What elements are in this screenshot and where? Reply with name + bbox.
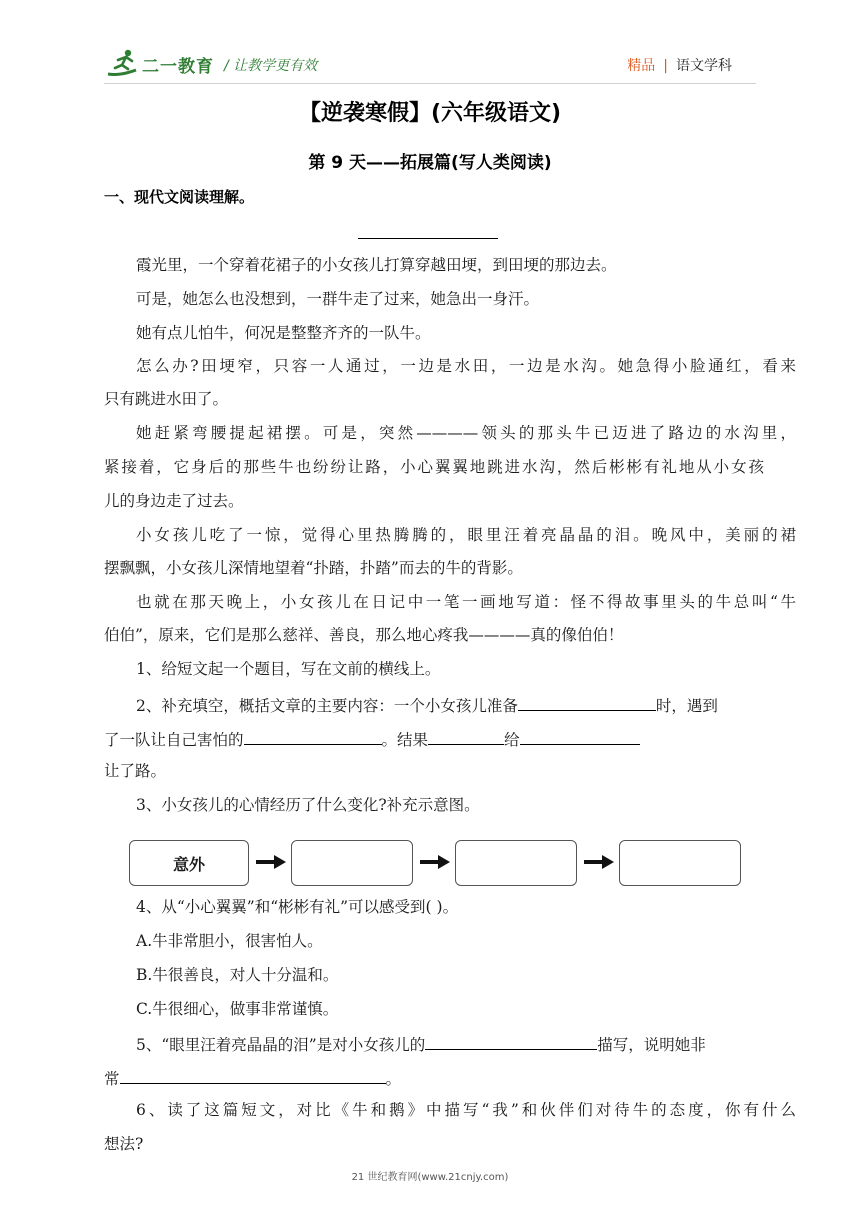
- passage-line: 儿的身边走了过去。: [104, 492, 244, 510]
- question-6-cont: 想法?: [104, 1135, 144, 1153]
- question-text: 。: [385, 1070, 402, 1088]
- question-2-cont: [104, 726, 764, 751]
- question-text: 5、“眼里汪着亮晶晶的泪”是对小女孩儿的: [136, 1036, 426, 1054]
- subject-label: 语文学科: [676, 58, 732, 74]
- runner-logo-icon: [106, 48, 142, 78]
- question-2-end: 让了路。: [104, 762, 167, 780]
- passage-line: 也就在那天晚上，小女孩儿在日记中一笔一画地写道：怪不得故事里头的牛总叫“牛: [136, 593, 796, 611]
- answer-blank[interactable]: [244, 726, 382, 745]
- passage-title-blank[interactable]: [358, 238, 498, 239]
- answer-blank[interactable]: [428, 726, 504, 745]
- mood-box-1: [129, 840, 249, 886]
- passage-line: 怎么办?田埂窄，只容一人通过，一边是水田，一边是水沟。她急得小脸通红，看来: [136, 357, 796, 375]
- option-a[interactable]: A.牛非常胆小，很害怕人。: [136, 932, 323, 950]
- question-text: 常: [104, 1070, 120, 1088]
- header-separator: |: [663, 58, 668, 74]
- logo: [106, 48, 226, 80]
- logo-text: 二一教育: [142, 57, 214, 77]
- page-subtitle: 第 9 天——拓展篇(写人类阅读): [308, 153, 552, 173]
- question-4: 4、从“小心翼翼”和“彬彬有礼”可以感受到( )。: [136, 898, 459, 916]
- question-text: 了一队让自己害怕的: [104, 731, 244, 749]
- passage-line: 摆飘飘，小女孩儿深情地望着“扑踏，扑踏”而去的牛的背影。: [104, 559, 523, 577]
- section-heading: 一、现代文阅读理解。: [104, 188, 255, 206]
- option-b[interactable]: B.牛很善良，对人十分温和。: [136, 966, 339, 984]
- answer-blank[interactable]: [520, 726, 640, 745]
- answer-blank[interactable]: [120, 1065, 386, 1084]
- passage-line: 霞光里，一个穿着花裙子的小女孩儿打算穿越田埂，到田埂的那边去。: [136, 256, 617, 274]
- question-1: 1、给短文起一个题目，写在文前的横线上。: [136, 660, 441, 678]
- passage-line: 可是，她怎么也没想到，一群牛走了过来，她急出一身汗。: [136, 290, 540, 308]
- passage-line: 只有跳进水田了。: [104, 390, 229, 408]
- answer-blank[interactable]: [425, 1031, 597, 1050]
- question-5: [104, 1031, 796, 1056]
- question-text: 。结果: [381, 731, 429, 749]
- passage-line: 小女孩儿吃了一惊，觉得心里热腾腾的，眼里汪着亮晶晶的泪。晚风中，美丽的裙: [136, 526, 796, 544]
- passage-line: 她有点儿怕牛，何况是整整齐齐的一队牛。: [136, 324, 431, 342]
- question-5-cont: [104, 1065, 764, 1090]
- question-6: 6、读了这篇短文，对比《牛和鹅》中描写“我”和伙伴们对待牛的态度，你有什么: [136, 1101, 796, 1119]
- option-c[interactable]: C.牛很细心，做事非常谨慎。: [136, 1000, 339, 1018]
- header-divider: [104, 83, 756, 84]
- question-text: 时，遇到: [655, 697, 718, 715]
- question-2: [104, 692, 796, 717]
- premium-label: 精品: [627, 58, 656, 74]
- question-text: 描写，说明她非: [597, 1036, 706, 1054]
- mood-box-2[interactable]: [291, 840, 413, 886]
- question-text: 给: [504, 731, 520, 749]
- header-subject-tag: [627, 55, 732, 75]
- arrow-right-icon: [582, 852, 616, 872]
- mood-box-4[interactable]: [619, 840, 741, 886]
- answer-blank[interactable]: [518, 692, 656, 711]
- slogan: / 让教学更有效: [224, 58, 318, 74]
- question-3: 3、小女孩儿的心情经历了什么变化?补充示意图。: [136, 796, 480, 814]
- passage-line: 紧接着，它身后的那些牛也纷纷让路，小心翼翼地跳进水沟，然后彬彬有礼地从小女孩: [104, 458, 764, 476]
- passage-line: 她赶紧弯腰提起裙摆。可是，突然————领头的那头牛已迈进了路边的水沟里，: [136, 424, 796, 442]
- passage-line: 伯伯”，原来，它们是那么慈祥、善良，那么地心疼我————真的像伯伯！: [104, 626, 624, 644]
- page-header: [0, 0, 860, 90]
- page-title: 【逆袭寒假】(六年级语文): [298, 101, 562, 126]
- mood-box-label: 意外: [172, 855, 205, 874]
- arrow-right-icon: [254, 852, 288, 872]
- mood-box-3[interactable]: [455, 840, 577, 886]
- page-footer: 21 世纪教育网(www.21cnjy.com): [351, 1172, 509, 1183]
- arrow-right-icon: [418, 852, 452, 872]
- question-text: 2、补充填空，概括文章的主要内容：一个小女孩儿准备: [136, 697, 518, 715]
